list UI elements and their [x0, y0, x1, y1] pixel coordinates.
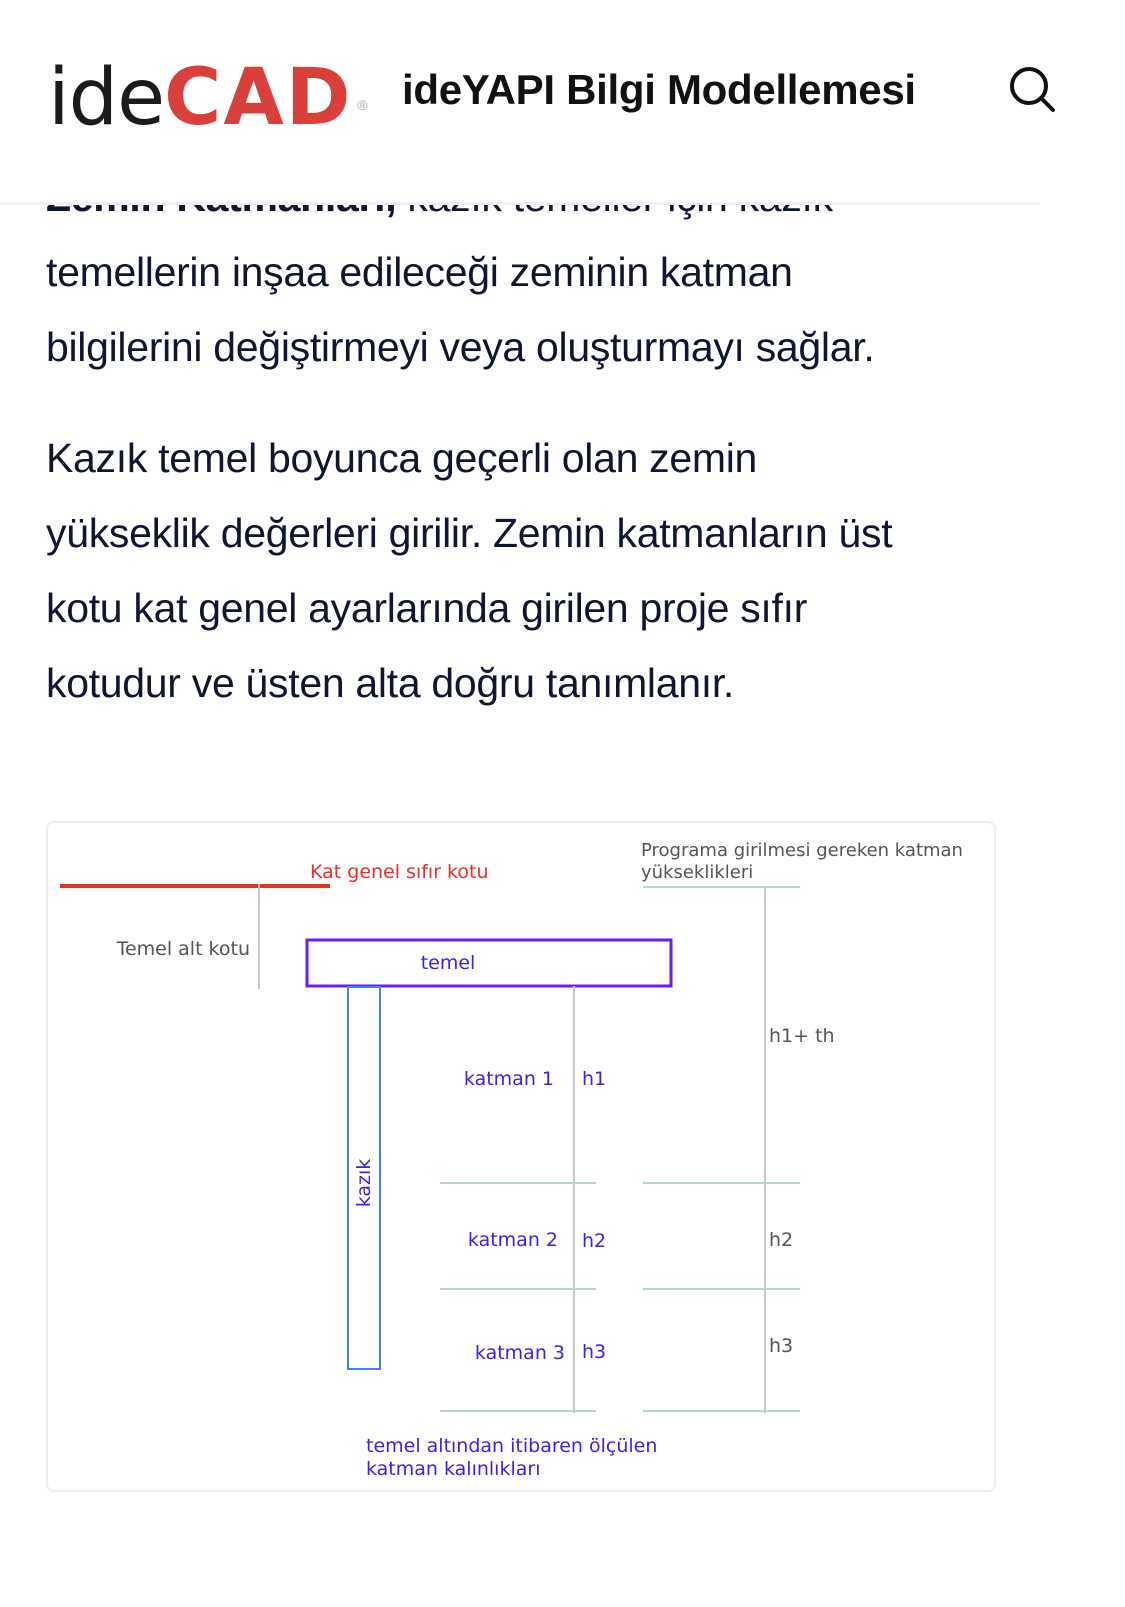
- caption-line1: temel altından itibaren ölçülen: [366, 1435, 658, 1457]
- program-heights-label-line1: Programa girilmesi gereken katman: [641, 840, 963, 861]
- foundation-rect: [307, 940, 671, 986]
- paragraph-line: kotudur ve üsten alta doğru tanımlanır.: [46, 660, 735, 706]
- layer-3-thickness: h3: [582, 1341, 607, 1363]
- logo-ide-text: ide: [48, 53, 165, 143]
- foundation-label: temel: [420, 952, 476, 974]
- idecad-logo[interactable]: [48, 50, 367, 143]
- registered-mark: ®: [357, 97, 367, 113]
- paragraph-line: bilgilerini değiştirmeyi veya oluşturmayı sağlar.: [46, 324, 875, 370]
- site-header: [0, 0, 1125, 203]
- layer-3-label: katman 3: [474, 1342, 565, 1364]
- paragraph-line: temellerin inşaa edileceği zeminin katman: [46, 249, 793, 295]
- search-icon: [1005, 62, 1059, 116]
- header-divider: [0, 202, 1040, 205]
- layer-1-thickness: h1: [582, 1068, 607, 1090]
- layer-2-thickness: h2: [582, 1230, 607, 1252]
- paragraph-line: kotu kat genel ayarlarında girilen proje sıfır: [46, 585, 808, 631]
- pile-label: kazık: [353, 1158, 375, 1208]
- zero-level-label: Kat genel sıfır kotu: [310, 861, 489, 883]
- diagram-canvas: [48, 823, 994, 1490]
- paragraph-pile-heights: [46, 421, 1046, 721]
- caption-line2: katman kalınlıkları: [366, 1458, 541, 1480]
- paragraph-line: Kazık temel boyunca geçerli olan zemin: [46, 435, 758, 481]
- paragraph-line: yükseklik değerleri girilir. Zemin katmanların üst: [46, 510, 893, 556]
- logo-cad-text: CAD: [164, 53, 353, 143]
- program-heights-label-line2: yükseklikleri: [641, 862, 754, 883]
- search-button[interactable]: [1005, 62, 1059, 116]
- soil-layers-diagram: [46, 821, 996, 1492]
- foundation-bottom-label: Temel alt kotu: [116, 938, 250, 960]
- layer-1-program-height: h1+ th: [769, 1025, 835, 1047]
- layer-2-label: katman 2: [467, 1229, 558, 1251]
- layer-1-label: katman 1: [463, 1068, 554, 1090]
- site-title[interactable]: ideYAPI Bilgi Modellemesi: [402, 66, 916, 113]
- layer-3-program-height: h3: [769, 1335, 794, 1357]
- layer-2-program-height: h2: [769, 1229, 794, 1251]
